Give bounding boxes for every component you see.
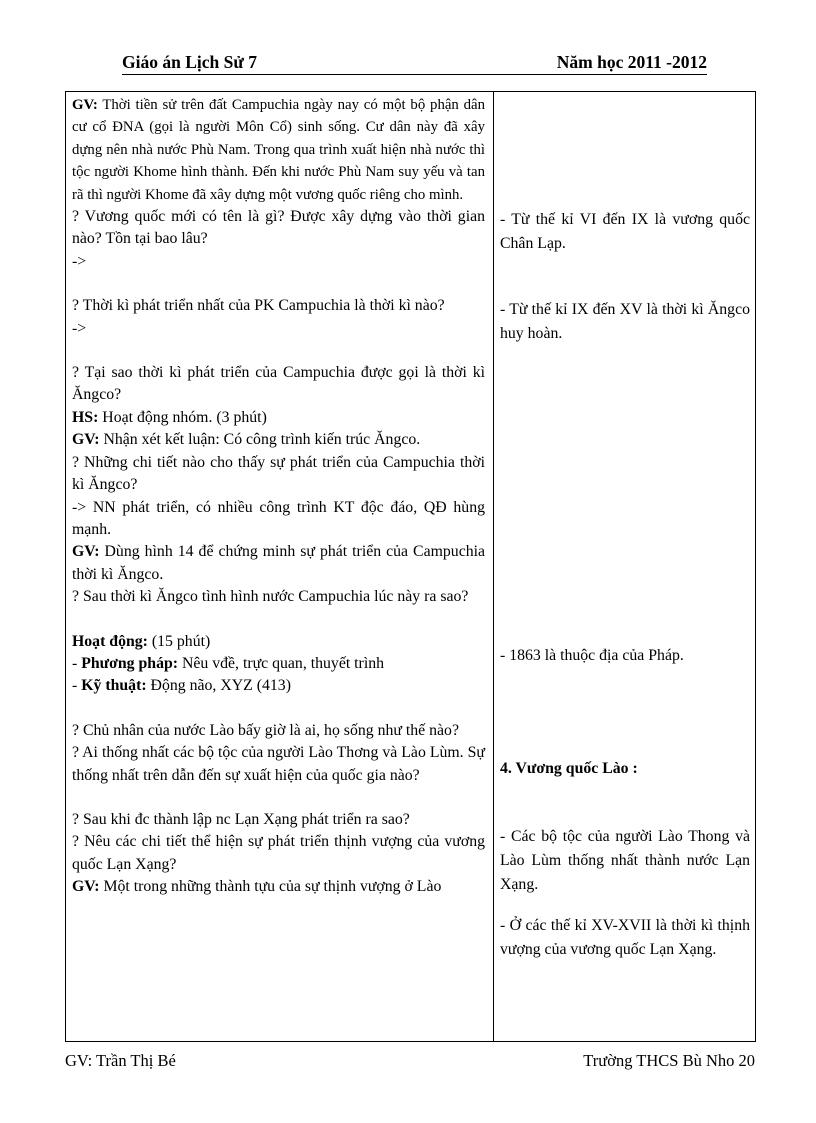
hs-activity: HS: Hoạt động nhóm. (3 phút) — [72, 408, 267, 426]
section-heading-laos: 4. Vương quốc Lào : — [500, 760, 638, 777]
gv-figure-14: GV: Dùng hình 14 để chứng minh sự phát triển của Campuchia thời kì Ăngco. — [72, 543, 485, 583]
teacher-activity-column — [72, 94, 485, 899]
question-7: ? Ai thống nhất các bộ tộc của người Lào Thơng và Lào Lùm. Sự thống nhất trên dẫn đến sự xuất hiện của quốc gia nào? — [72, 744, 485, 784]
question-5: ? Sau thời kì Ăngco tình hình nước Campuchia lúc này ra sao? — [72, 588, 469, 606]
question-1: ? Vương quốc mới có tên là gì? Được xây dựng vào thời gian nào? Tồn tại bao lâu? — [72, 208, 485, 248]
content-lan-xang-prosperity: - Ở các thế kỉ XV-XVII là thời kì thịnh vượng của vương quốc Lạn Xạng. — [500, 917, 750, 958]
lesson-table — [65, 91, 756, 1042]
content-chan-lap: - Từ thế kỉ VI đến IX là vương quốc Chân Lạp. — [500, 211, 750, 252]
method-line: - Phương pháp: Nêu vđề, trực quan, thuyết trình — [72, 654, 385, 672]
column-divider — [493, 92, 494, 1041]
content-angco: - Từ thế kỉ IX đến XV là thời kì Ăngco huy hoàn. — [500, 301, 750, 342]
content-french-colony: - 1863 là thuộc địa của Pháp. — [500, 647, 684, 664]
arrow-1: -> — [72, 252, 87, 270]
gv-paragraph-1: GV: Thời tiền sử trên đất Campuchia ngày nay có một bộ phận dân cư cổ ĐNA (gọi là người Môn Cổ) sinh sống. Cư dân này đã xây dựng nên nhà nước Phù Nam. Trong qua trình xuất hiện nhà nước thì tộc người Khome hình thành. Đến khi nước Phù Nam suy yếu và tan rã thì người Khome đã xây dựng một vương quốc riêng cho mình. — [72, 97, 485, 203]
footer-teacher: GV: Trần Thị Bé — [65, 1051, 176, 1070]
technique-line: - Kỹ thuật: Động não, XYZ (413) — [72, 677, 291, 695]
header-subject: Giáo án Lịch Sử 7 — [122, 52, 257, 72]
question-9: ? Nêu các chi tiết thể hiện sự phát triển thịnh vượng của vương quốc Lạn Xạng? — [72, 833, 485, 873]
question-4: ? Những chi tiết nào cho thấy sự phát triển của Campuchia thời kì Ăngco? — [72, 453, 485, 494]
content-lan-xang-unification: - Các bộ tộc của người Lào Thong và Lào Lùm thống nhất thành nước Lạn Xạng. — [500, 828, 750, 893]
question-8: ? Sau khi đc thành lập nc Lạn Xạng phát triển ra sao? — [72, 810, 410, 828]
question-3: ? Tại sao thời kì phát triển của Campuchia được gọi là thời kì Ăngco? — [72, 364, 485, 404]
gv-conclusion: GV: Nhận xét kết luận: Có công trình kiến trúc Ăngco. — [72, 431, 421, 449]
page-header — [122, 52, 707, 75]
footer-school-page: Trường THCS Bù Nho 20 — [583, 1051, 755, 1070]
question-6: ? Chủ nhân của nước Lào bấy giờ là ai, họ sống như thế nào? — [72, 721, 459, 739]
page-footer — [65, 1051, 755, 1071]
answer-4: -> NN phát triển, có nhiều công trình KT độc đáo, QĐ hùng mạnh. — [72, 498, 485, 538]
gv-paragraph-4: GV: Một trong những thành tựu của sự thịnh vượng ở Lào — [72, 878, 442, 896]
header-school-year: Năm học 2011 -2012 — [556, 52, 707, 72]
question-2: ? Thời kì phát triển nhất của PK Campuchia là thời kì nào? — [72, 297, 445, 315]
activity-heading: Hoạt động: (15 phút) — [72, 632, 211, 650]
arrow-2: -> — [72, 319, 87, 337]
